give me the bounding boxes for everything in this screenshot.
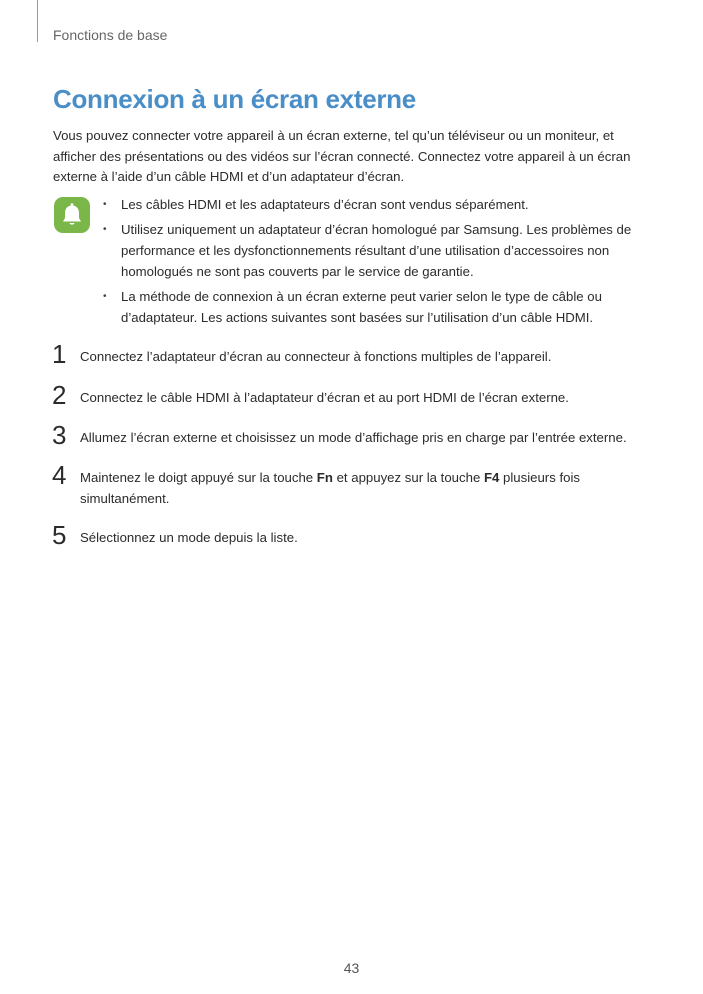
step-number: 5 <box>52 520 67 550</box>
page-number: 43 <box>343 960 360 976</box>
bullet-dot: • <box>103 224 107 235</box>
step-number: 2 <box>52 380 67 410</box>
bullet-dot: • <box>103 199 107 210</box>
note-item-text: La méthode de connexion à un écran externe peut varier selon le type de câble ou d’adaptateur. Les actions suivantes sont basées sur l’utilisation d’un câble HDMI. <box>121 289 602 325</box>
note-item-text: Utilisez uniquement un adaptateur d’écran homologué par Samsung. Les problèmes de performance et les dysfonctionnements résultant d’une utilisation d’accessoires non homologués ne sont pas couverts par le service de garantie. <box>121 222 632 279</box>
page-title: Connexion à un écran externe <box>53 84 416 114</box>
step-text: Sélectionnez un mode depuis la liste. <box>80 530 298 545</box>
key-fn: Fn <box>316 470 333 485</box>
step-text: Connectez l’adaptateur d’écran au connecteur à fonctions multiples de l’appareil. <box>80 349 552 364</box>
note-item <box>103 219 648 282</box>
step-text: Allumez l’écran externe et choisissez un mode d’affichage pris en charge par l’entrée externe. <box>80 430 627 445</box>
step-text: Connectez le câble HDMI à l’adaptateur d’écran et au port HDMI de l’écran externe. <box>80 390 569 405</box>
key-f4: F4 <box>483 470 500 485</box>
header-rule <box>37 0 38 42</box>
step-number: 3 <box>52 420 67 450</box>
intro-paragraph: Vous pouvez connecter votre appareil à un écran externe, tel qu’un téléviseur ou un moniteur, et afficher des présentations ou des vidéos sur l’écran connecté. Connectez votre appareil à un écran externe à l’aide d’un câble HDMI et d’un adaptateur d’écran. <box>53 128 631 184</box>
note-list <box>103 194 648 332</box>
step-text: Maintenez le doigt appuyé sur la touche Fn et appuyez sur la touche F4 plusieurs fois simultanément. <box>80 470 580 506</box>
note-item <box>103 286 648 328</box>
note-item <box>103 194 648 215</box>
section-header: Fonctions de base <box>53 27 168 43</box>
step-number: 4 <box>52 460 67 490</box>
note-item-text: Les câbles HDMI et les adaptateurs d’écran sont vendus séparément. <box>121 197 529 212</box>
bell-icon <box>54 197 90 233</box>
bullet-dot: • <box>103 291 107 302</box>
step-number: 1 <box>52 339 67 369</box>
